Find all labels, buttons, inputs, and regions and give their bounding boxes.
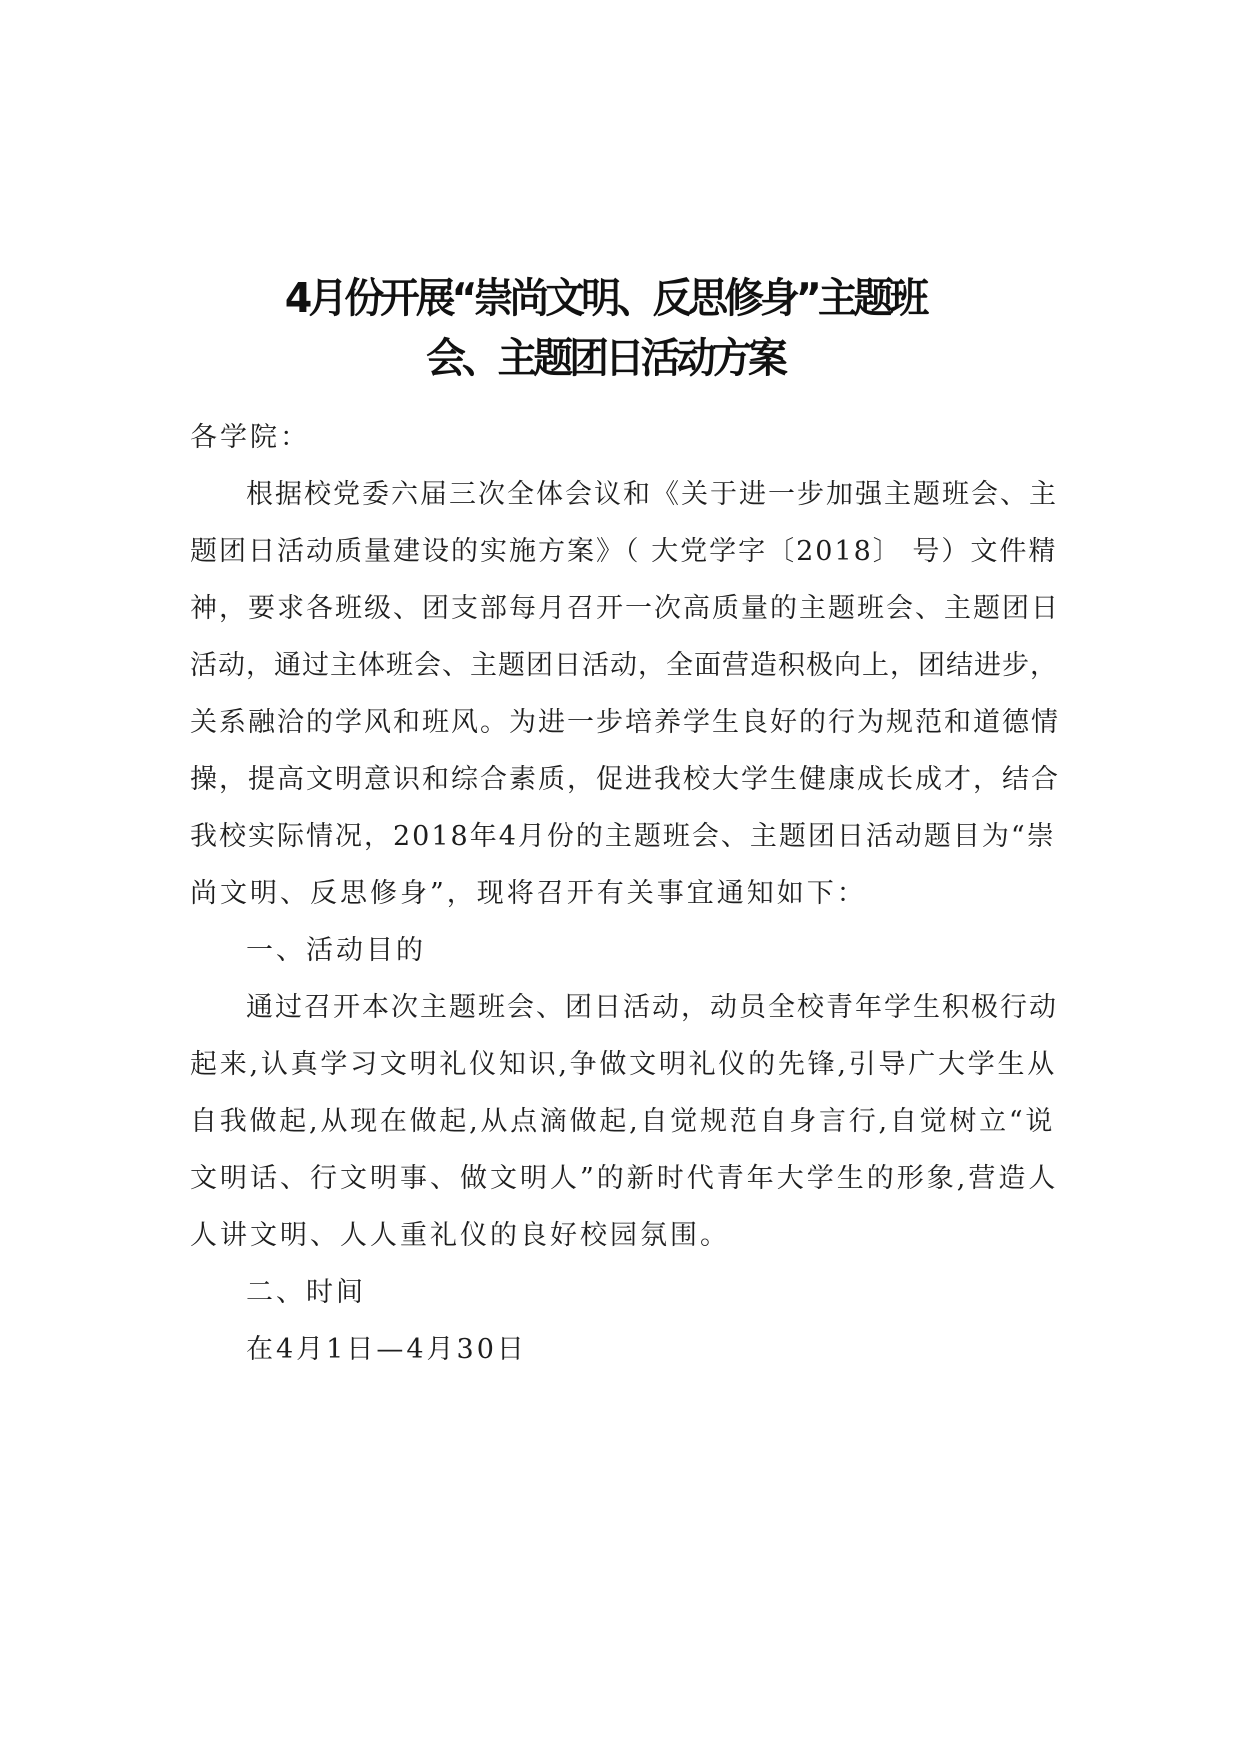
paragraph2-line-3: 自我做起,从现在做起,从点滴做起,自觉规范自身言行,自觉树立“说: [190, 1106, 1056, 1137]
title-line-2: 会、主题团日活动方案: [426, 334, 784, 382]
paragraph1-line-6: 操，提高文明意识和综合素质，促进我校大学生健康成长成才，结合: [190, 764, 1060, 795]
paragraph1-line-7: 我校实际情况，2018年4月份的主题班会、主题团日活动题目为“崇: [190, 821, 1056, 852]
paragraph2-line-4: 文明话、行文明事、做文明人”的新时代青年大学生的形象,营造人: [190, 1163, 1059, 1194]
title-line-1: 4月份开展“崇尚文明、反思修身”主题班: [284, 274, 926, 322]
section2-heading: 二、时间: [246, 1277, 366, 1308]
paragraph1-line-8: 尚文明、反思修身”，现将召开有关事宜通知如下：: [190, 878, 867, 909]
paragraph2-line-2: 起来,认真学习文明礼仪知识,争做文明礼仪的先锋,引导广大学生从: [190, 1049, 1057, 1080]
time-text: 在4月1日—4月30日: [246, 1334, 527, 1365]
section1-heading: 一、活动目的: [246, 935, 426, 966]
paragraph1-line-4: 活动，通过主体班会、主题团日活动，全面营造积极向上，团结进步，: [190, 650, 1058, 681]
paragraph1-line-3: 神，要求各班级、团支部每月召开一次高质量的主题班会、主题团日: [190, 593, 1060, 624]
salutation: 各学院：: [190, 422, 310, 453]
paragraph1-line-1: 根据校党委六届三次全体会议和《关于进一步加强主题班会、主: [246, 479, 1058, 510]
paragraph2-line-5: 人讲文明、人人重礼仪的良好校园氛围。: [190, 1220, 730, 1251]
paragraph1-line-5: 关系融洽的学风和班风。为进一步培养学生良好的行为规范和道德情: [190, 707, 1060, 738]
paragraph2-line-1: 通过召开本次主题班会、团日活动，动员全校青年学生积极行动: [246, 992, 1058, 1023]
paragraph1-line-2: 题团日活动质量建设的实施方案》（ 大党学字〔2018〕 号）文件精: [190, 536, 1058, 567]
document-title: [150, 268, 1091, 388]
